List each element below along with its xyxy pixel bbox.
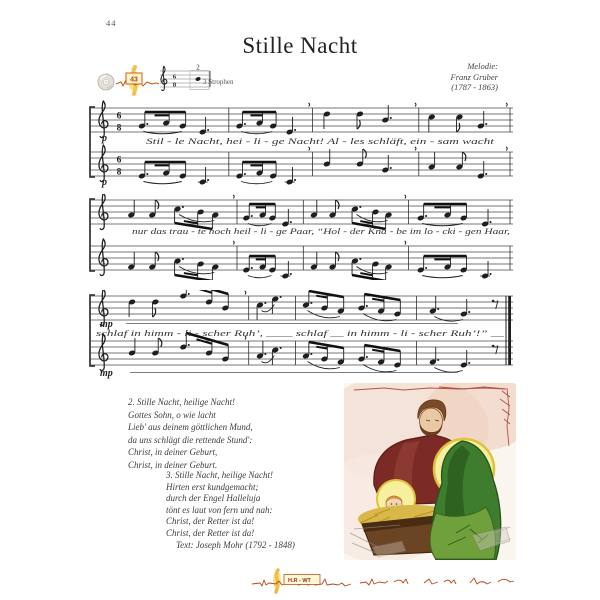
verse-2 <box>128 396 253 472</box>
note <box>310 252 318 270</box>
composer-years: (1787 - 1863) <box>451 82 498 92</box>
breath-mark <box>233 241 234 244</box>
note <box>351 206 361 213</box>
note <box>428 152 436 170</box>
slur <box>143 182 181 184</box>
note <box>302 302 312 309</box>
verse-line: Christ, in deiner Geburt, <box>128 447 218 458</box>
strophen-label: 3 Strophen <box>203 78 234 86</box>
staff <box>90 194 513 230</box>
beam <box>352 275 386 280</box>
music-system-2 <box>86 194 516 280</box>
note <box>456 152 466 170</box>
breath-mark <box>506 103 507 106</box>
note <box>429 296 439 314</box>
melody-label: Melodie: <box>467 61 498 71</box>
lyrics-line-1: Stil - le Nacht, hei - li - ge Nacht! Al - les schläft, ein - sam wacht <box>146 136 495 146</box>
slur <box>241 182 272 184</box>
note <box>174 206 184 213</box>
note <box>310 200 318 218</box>
note <box>148 200 158 218</box>
breath-mark <box>405 195 406 198</box>
mini-time-bottom: 8 <box>172 81 177 89</box>
note <box>256 341 266 359</box>
breath-mark <box>415 103 416 106</box>
mini-time-top: 6 <box>172 73 177 81</box>
slur <box>434 368 463 373</box>
note <box>429 347 439 365</box>
verse-line: Gottes Sohn, o wie lacht <box>128 409 216 420</box>
dynamic-mark: p <box>102 177 107 188</box>
note <box>351 258 361 265</box>
dynamic-mark: p <box>102 133 107 144</box>
dynamic-mark: mp <box>100 319 113 330</box>
note <box>329 252 339 270</box>
verse-line: tönt es laut von fern und nah: <box>166 504 273 515</box>
verse-line: Christ, in deiner Geburt. <box>128 459 218 470</box>
verse-line: Hirten erst kundgemacht; <box>166 481 259 492</box>
slur <box>363 365 396 372</box>
breath-mark <box>245 291 246 294</box>
lyrics-line-3: schlaf in himm - li - scher Ruh’, ____ schlaf __ in himm - li - scher Ruh’!” __ <box>96 328 506 338</box>
breath-mark <box>233 195 234 198</box>
staff <box>90 101 513 138</box>
breath-mark <box>405 241 406 244</box>
verse-3 <box>166 470 273 539</box>
breath-mark <box>308 103 309 106</box>
cd-icon <box>97 73 115 91</box>
verse-line: 2. Stille Nacht, heilige Nacht! <box>128 397 235 407</box>
staff <box>90 145 513 185</box>
nativity-illustration <box>344 383 516 560</box>
note <box>302 353 312 360</box>
note <box>148 252 158 270</box>
note <box>329 200 339 218</box>
svg-text:6: 6 <box>116 111 122 122</box>
lyrics-line-2: nur das trau - te hoch heil - li - ge Paar, “Hol - der Kna - be im lo - cki - gen Haar, <box>132 226 510 236</box>
text-credit: Text: Joseph Mohr (1792 - 1848) <box>176 540 295 550</box>
verse-line: 3. Stille Nacht, heilige Nacht! <box>166 470 273 480</box>
melody-credit <box>451 61 498 93</box>
svg-text:8: 8 <box>116 123 122 134</box>
track-number: 43 <box>130 76 138 84</box>
slur <box>248 276 272 278</box>
beam <box>364 294 400 300</box>
note <box>271 296 281 314</box>
publisher-logo-text: H.R - WT <box>288 578 311 584</box>
start-finger-number: 2 <box>196 63 200 72</box>
breath-mark <box>415 147 416 150</box>
note <box>428 114 436 132</box>
slur <box>434 317 463 322</box>
dynamic-mark: mp <box>100 368 113 379</box>
beam <box>364 345 400 351</box>
music-system-3 <box>86 290 516 382</box>
slur <box>422 276 462 278</box>
svg-text:8: 8 <box>116 167 122 178</box>
page-number: 44 <box>106 18 117 28</box>
verse-line: Lieb' aus deinem göttlichen Mund, <box>128 422 253 433</box>
beam <box>175 275 213 280</box>
verse-line: Christ, der Retter ist da! <box>166 527 255 538</box>
breath-mark <box>506 147 507 150</box>
note <box>456 114 464 132</box>
music-system-1 <box>86 100 516 194</box>
note <box>271 347 281 365</box>
svg-text:6: 6 <box>116 155 122 166</box>
track-logo-icon <box>114 65 160 97</box>
verse-line: durch der Engel Halleluja <box>166 493 261 503</box>
composer-name: Franz Gruber <box>450 71 498 82</box>
staff <box>90 239 513 280</box>
note <box>127 252 135 270</box>
staff <box>90 333 513 372</box>
note <box>174 258 184 265</box>
verse-line: Christ, der Retter ist da! <box>166 516 255 526</box>
note <box>127 200 135 218</box>
page-title: Stille Nacht <box>242 33 358 58</box>
staff <box>90 290 513 326</box>
publisher-logo <box>248 568 518 594</box>
system-notation <box>90 194 513 280</box>
breath-mark <box>308 147 309 150</box>
verse-line: da uns schlägt die rettende Stund': <box>128 434 253 445</box>
